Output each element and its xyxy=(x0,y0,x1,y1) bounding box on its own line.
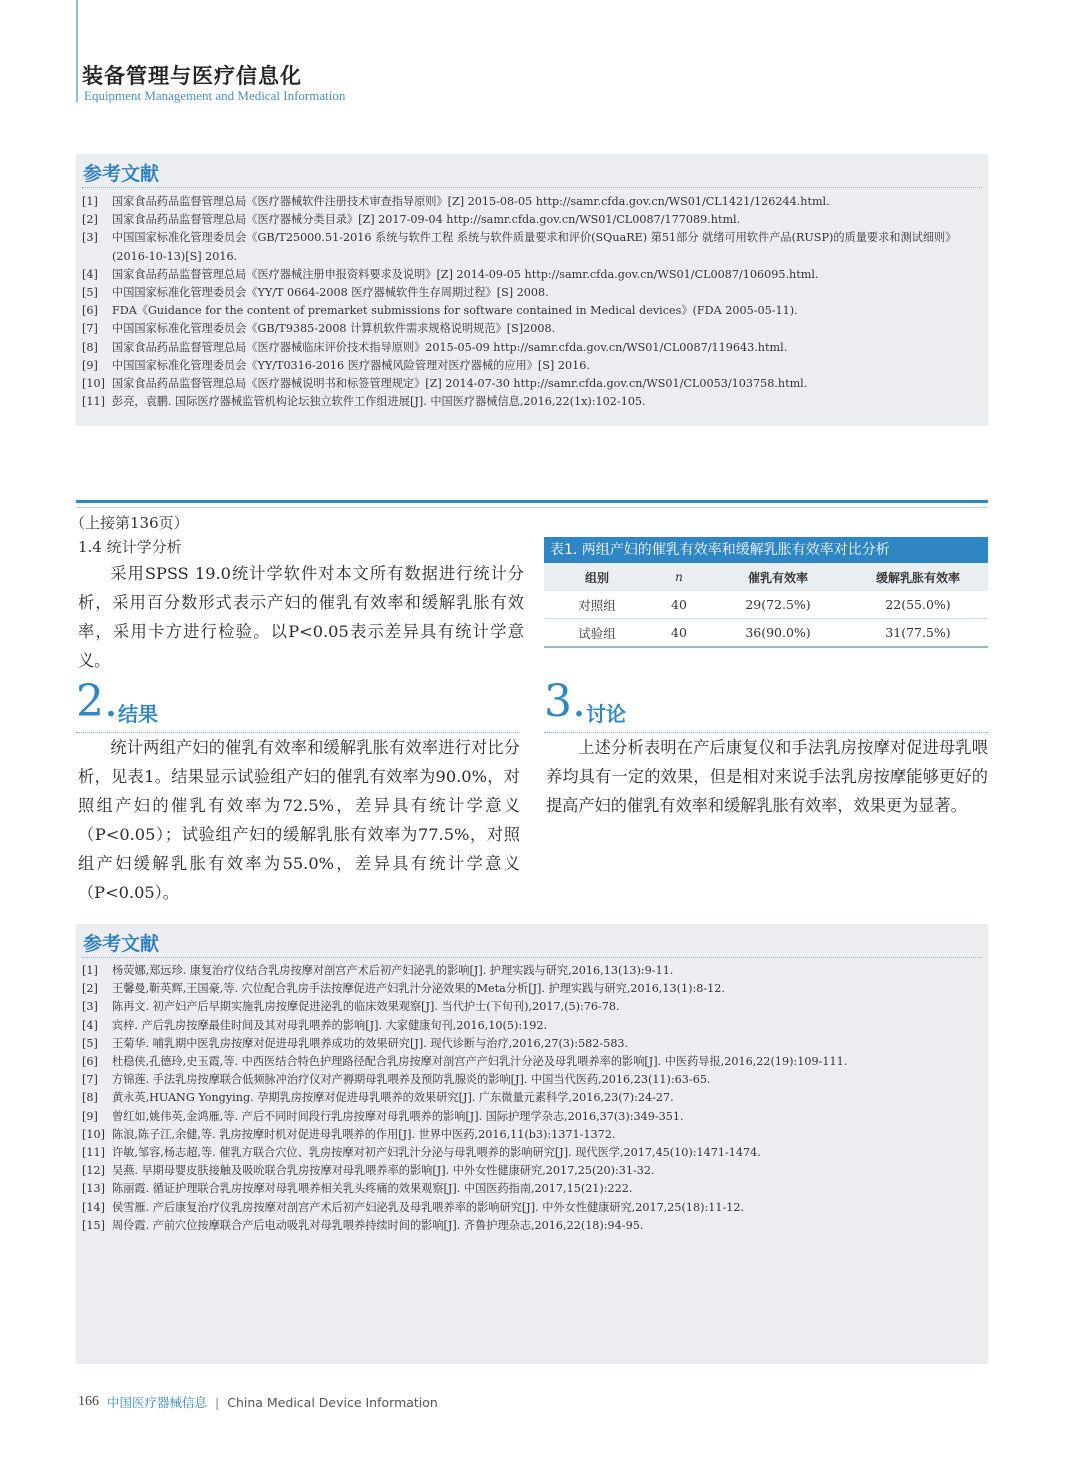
reference-number: [3] xyxy=(82,231,98,245)
reference-number: [8] xyxy=(82,1091,98,1105)
references-divider xyxy=(82,187,982,188)
reference-number: [8] xyxy=(82,340,98,354)
table-cell: 试验组 xyxy=(544,619,650,648)
reference-number: [1] xyxy=(82,964,98,977)
reference-text: 国家食品药品监督管理总局《医疗器械软件注册技术审查指导原则》[Z] 2015-08-05 http://samr.cfda.gov.cn/WS01/CL1421/126244.html. xyxy=(112,195,830,208)
table-cell: 22(55.0%) xyxy=(848,591,988,619)
reference-text: 彭亮，袁鹏. 国际医疗器械监管机构论坛独立软件工作组进展[J]. 中国医疗器械信息,2016,22(1x):102-105. xyxy=(112,395,646,409)
reference-number: [10] xyxy=(82,377,105,391)
reference-item xyxy=(82,1071,984,1089)
reference-item xyxy=(82,211,984,229)
reference-text: FDA《Guidance for the content of premarket submissions for software contained in Medical devices》(FDA 2005-05-11). xyxy=(112,304,798,318)
section-divider-thin xyxy=(76,507,988,508)
reference-item xyxy=(82,393,984,411)
reference-text: 黄永英,HUANG Yongying. 孕期乳房按摩对促进母乳喂养的效果研究[J]. 广东微量元素科学,2016,23(7):24-27. xyxy=(112,1091,674,1105)
reference-item xyxy=(82,375,984,393)
reference-number: [12] xyxy=(82,1164,105,1178)
references-heading: 参考文献 xyxy=(83,933,160,955)
reference-item xyxy=(82,998,984,1016)
discussion-section-title: 讨论 xyxy=(586,702,626,726)
reference-number: [7] xyxy=(82,1073,98,1087)
references-box-top xyxy=(76,154,988,426)
reference-number: [6] xyxy=(82,304,98,318)
reference-number: [4] xyxy=(82,1018,98,1032)
reference-text: 中国国家标准化管理委员会《GB/T25000.51-2016 系统与软件工程 系统与软件质量要求和评价(SQuaRE) 第51部分 就绪可用软件产品(RUSP)的质量要求和测试细则》(2016-10-13)[S] 2016. xyxy=(112,231,957,263)
reference-text: 宾梓. 产后乳房按摩最佳时间及其对母乳喂养的影响[J]. 大家健康旬刊,2016,10(5):192. xyxy=(112,1018,548,1032)
reference-text: 杜稳侠,孔德玲,史玉霞,等. 中西医结合特色护理路径配合乳房按摩对剖宫产产妇乳汁分泌及母乳喂养率的影响[J]. 中医药导报,2016,22(19):109-111. xyxy=(112,1055,848,1069)
reference-text: 陈再文. 初产妇产后早期实施乳房按摩促进泌乳的临床效果观察[J]. 当代护士(下旬刊),2017,(5):76-78. xyxy=(112,1000,620,1014)
reference-item xyxy=(82,1199,984,1217)
footer-journal-cn: 中国医疗器械信息 xyxy=(107,1395,208,1410)
table-cell: 31(77.5%) xyxy=(848,619,988,648)
reference-number: [6] xyxy=(82,1055,98,1069)
table-title: 表1. 两组产妇的催乳有效率和缓解乳胀有效率对比分析 xyxy=(544,537,988,563)
footer-journal-en: China Medical Device Information xyxy=(227,1394,438,1410)
reference-item xyxy=(82,1144,984,1162)
reference-text: 中国国家标准化管理委员会《YY/T0316-2016 医疗器械风险管理对医疗器械的应用》[S] 2016. xyxy=(112,358,590,372)
reference-text: 王菊华. 哺乳期中医乳房按摩对促进母乳喂养成功的效果研究[J]. 现代诊断与治疗,2016,27(3):582-583. xyxy=(112,1036,629,1050)
reference-number: [15] xyxy=(82,1218,105,1232)
reference-text: 侯雪雁. 产后康复治疗仪乳房按摩对剖宫产术后初产妇泌乳及母乳喂养率的影响研究[J]. 中外女性健康研究,2017,25(18):11-12. xyxy=(112,1200,745,1214)
reference-number: [13] xyxy=(82,1182,105,1196)
reference-item xyxy=(82,266,984,284)
reference-item xyxy=(82,1162,984,1180)
reference-text: 周伶霞. 产前穴位按摩联合产后电动吸乳对母乳喂养持续时间的影响[J]. 齐鲁护理杂志,2016,22(18):94-95. xyxy=(112,1218,644,1232)
references-heading: 参考文献 xyxy=(83,163,160,185)
table-header-row xyxy=(544,563,988,591)
footer-separator: | xyxy=(215,1394,220,1410)
table-cell: 36(90.0%) xyxy=(708,619,848,648)
col-header-group: 组别 xyxy=(544,563,650,591)
reference-text: 王馨曼,靳英辉,王国豪,等. 穴位配合乳房手法按摩促进产妇乳汁分泌效果的Meta分析[J]. 护理实践与研究,2016,13(1):8-12. xyxy=(112,982,725,996)
col-header-n: n xyxy=(650,563,708,591)
reference-number: [1] xyxy=(82,195,98,208)
table-cell: 29(72.5%) xyxy=(708,591,848,619)
reference-text: 国家食品药品监督管理总局《医疗器械临床评价技术指导原则》2015-05-09 http://samr.cfda.gov.cn/WS01/CL0087/119643.html. xyxy=(112,340,788,354)
reference-item xyxy=(82,229,984,265)
result-section-title: 结果 xyxy=(118,702,158,726)
reference-item xyxy=(82,1108,984,1126)
reference-item xyxy=(82,1180,984,1198)
stat-paragraph: 采用SPSS 19.0统计学软件对本文所有数据进行统计分析，采用百分数形式表示产妇的催乳有效率和缓解乳胀有效率，采用卡方进行检验。以P<0.05表示差异具有统计学意义。 xyxy=(78,564,524,670)
journal-section-title: 装备管理与医疗信息化 xyxy=(82,64,302,88)
reference-list-top xyxy=(82,193,984,411)
reference-item xyxy=(82,339,984,357)
reference-item xyxy=(82,302,984,320)
reference-item xyxy=(82,1089,984,1107)
journal-section-subtitle: Equipment Management and Medical Information xyxy=(84,88,346,103)
reference-number: [14] xyxy=(82,1200,105,1214)
table-cell: 对照组 xyxy=(544,591,650,619)
reference-item xyxy=(82,193,984,211)
result-paragraph: 统计两组产妇的催乳有效率和缓解乳胀有效率进行对比分析，见表1。结果显示试验组产妇的催乳有效率为90.0%，对照组产妇的催乳有效率为72.5%，差异具有统计学意义（P<0.05）；试验组产妇的缓解乳胀有效率为77.5%，对照组产妇缓解乳胀有效率为55.0%，差异具有统计学意义（P<0.05）。 xyxy=(78,738,520,902)
reference-number: [11] xyxy=(82,395,105,409)
comparison-table xyxy=(544,563,988,648)
reference-item xyxy=(82,1053,984,1071)
reference-text: 陈丽霞. 循证护理联合乳房按摩对母乳喂养相关乳头疼痛的效果观察[J]. 中国医药指南,2017,15(21):222. xyxy=(112,1182,633,1196)
reference-item xyxy=(82,1017,984,1035)
reference-number: [5] xyxy=(82,1036,98,1050)
reference-number: [9] xyxy=(82,1109,98,1123)
discussion-section-number: 3. xyxy=(544,676,586,727)
table-cell: 40 xyxy=(650,619,708,648)
reference-text: 国家食品药品监督管理总局《医疗器械说明书和标签管理规定》[Z] 2014-07-30 http://samr.cfda.gov.cn/WS01/CL0053/103758.html. xyxy=(112,377,808,391)
reference-list-bottom xyxy=(82,962,984,1235)
references-box-bottom xyxy=(76,924,988,1364)
table-row xyxy=(544,591,988,619)
reference-item xyxy=(82,320,984,338)
reference-number: [10] xyxy=(82,1127,105,1141)
reference-item xyxy=(82,284,984,302)
reference-item xyxy=(82,1217,984,1235)
reference-number: [3] xyxy=(82,1000,98,1014)
reference-number: [11] xyxy=(82,1146,105,1160)
reference-number: [9] xyxy=(82,358,98,372)
reference-number: [7] xyxy=(82,322,98,336)
discussion-paragraph: 上述分析表明在产后康复仪和手法乳房按摩对促进母乳喂养均具有一定的效果，但是相对来说手法乳房按摩能够更好的提高产妇的催乳有效率和缓解乳胀有效率，效果更为显著。 xyxy=(546,738,988,815)
reference-text: 许敏,邹容,杨志超,等. 催乳方联合穴位、乳房按摩对初产妇乳汁分泌与母乳喂养的影响研究[J]. 现代医学,2017,45(10):1471-1474. xyxy=(112,1146,761,1160)
table-row xyxy=(544,619,988,648)
result-section-number: 2. xyxy=(76,676,118,727)
continued-note: （上接第136页） xyxy=(70,514,189,532)
reference-text: 杨荧娜,郑远珍. 康复治疗仪结合乳房按摩对剖宫产术后初产妇泌乳的影响[J]. 护理实践与研究,2016,13(13):9-11. xyxy=(112,964,674,977)
reference-text: 国家食品药品监督管理总局《医疗器械注册申报资料要求及说明》[Z] 2014-09-05 http://samr.cfda.gov.cn/WS01/CL0087/106095.html. xyxy=(112,267,819,281)
header-accent-rule xyxy=(76,0,78,102)
page-footer xyxy=(78,1393,438,1411)
reference-text: 中国国家标准化管理委员会《YY/T 0664-2008 医疗器械软件生存周期过程》[S] 2008. xyxy=(112,286,549,300)
reference-item xyxy=(82,980,984,998)
reference-item xyxy=(82,962,984,980)
col-header-swelling-rate: 缓解乳胀有效率 xyxy=(848,563,988,591)
reference-item xyxy=(82,1126,984,1144)
section-divider-thick xyxy=(76,500,988,503)
reference-number: [4] xyxy=(82,267,98,281)
col-header-lactation-rate: 催乳有效率 xyxy=(708,563,848,591)
reference-text: 陈浪,陈子江,余健,等. 乳房按摩时机对促进母乳喂养的作用[J]. 世界中医药,2016,11(b3):1371-1372. xyxy=(112,1127,616,1141)
table-cell: 40 xyxy=(650,591,708,619)
reference-text: 国家食品药品监督管理总局《医疗器械分类目录》[Z] 2017-09-04 http://samr.cfda.gov.cn/WS01/CL0087/177089.html. xyxy=(112,213,741,227)
reference-number: [2] xyxy=(82,213,98,227)
reference-item xyxy=(82,1035,984,1053)
stat-heading: 1.4 统计学分析 xyxy=(78,538,182,556)
references-divider xyxy=(82,957,982,958)
reference-number: [2] xyxy=(82,982,98,996)
reference-text: 方锦莲. 手法乳房按摩联合低频脉冲治疗仪对产褥期母乳喂养及预防乳腺炎的影响[J]. 中国当代医药,2016,23(11):63-65. xyxy=(112,1073,711,1087)
reference-text: 中国国家标准化管理委员会《GB/T9385-2008 计算机软件需求规格说明规范》[S]2008. xyxy=(112,322,556,336)
page-number: 166 xyxy=(78,1394,99,1409)
reference-text: 曾红如,姚伟英,金鸿雁,等. 产后不同时间段行乳房按摩对母乳喂养的影响[J]. 国际护理学杂志,2016,37(3):349-351. xyxy=(112,1109,684,1123)
reference-item xyxy=(82,357,984,375)
reference-number: [5] xyxy=(82,286,98,300)
reference-text: 吴燕. 早期母婴皮肤接触及吸吮联合乳房按摩对母乳喂养率的影响[J]. 中外女性健康研究,2017,25(20):31-32. xyxy=(112,1164,655,1178)
